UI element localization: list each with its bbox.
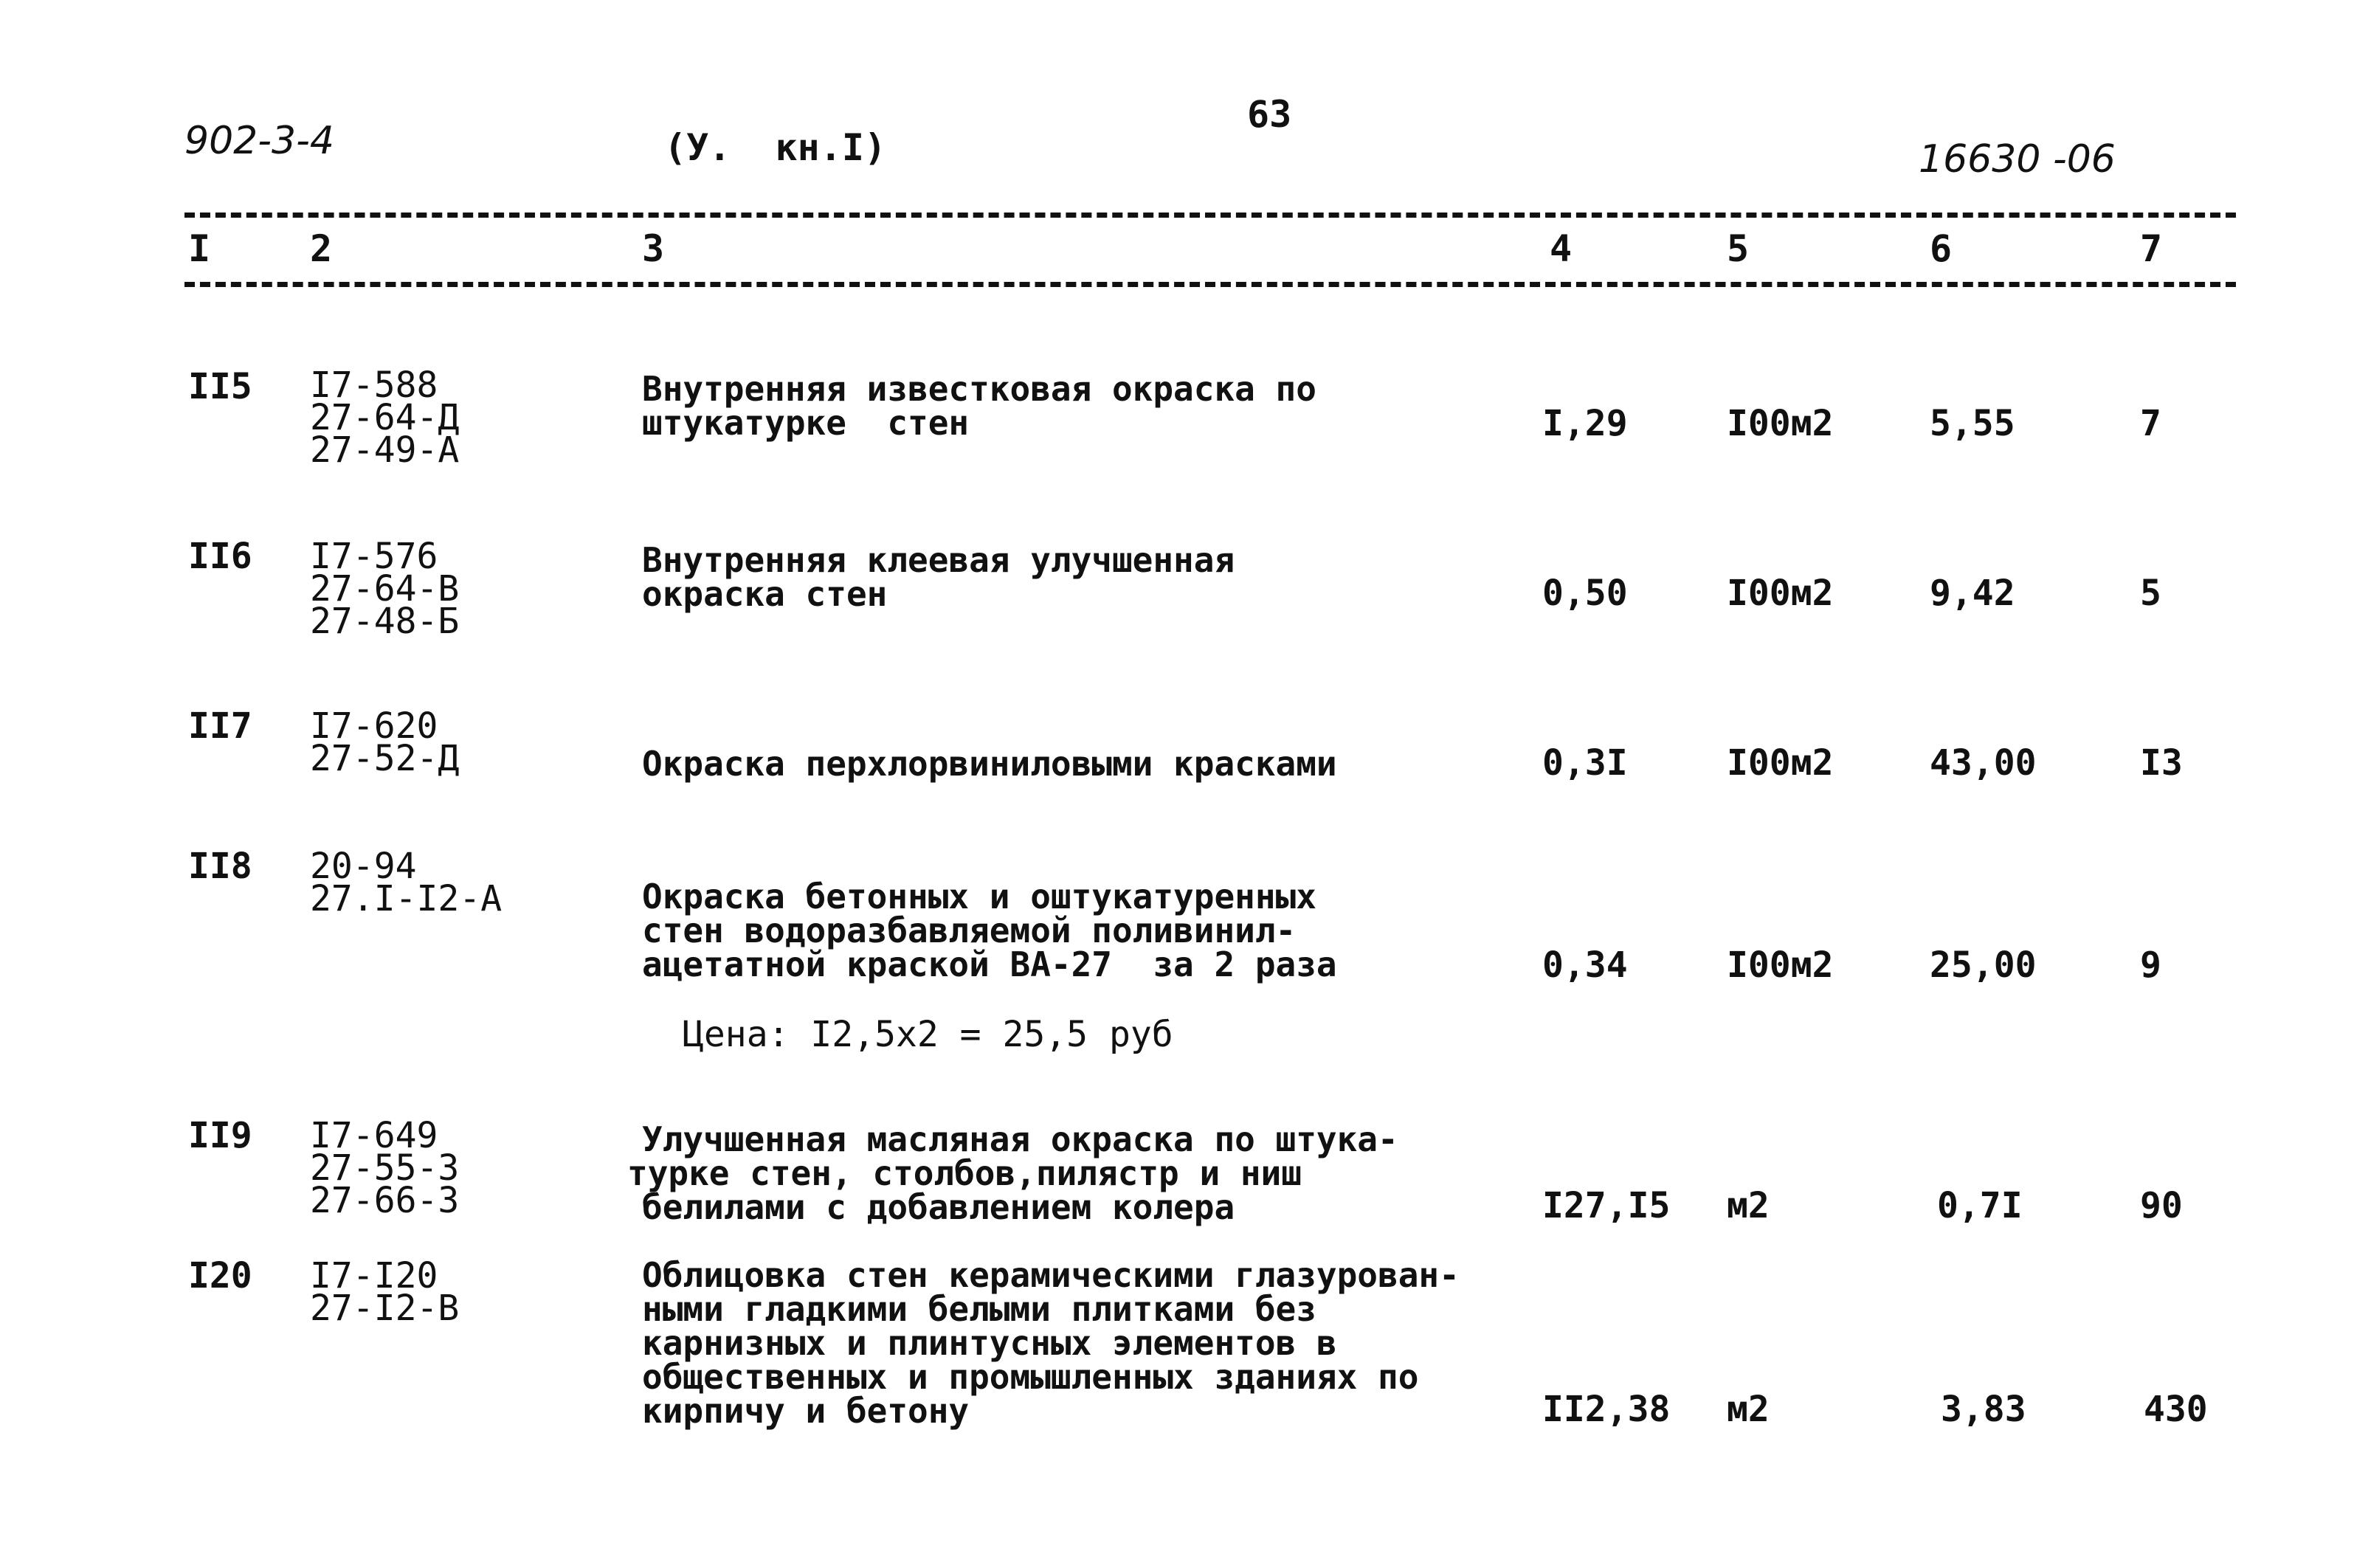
row-total: 430	[2144, 1389, 2208, 1430]
row-description-line: карнизных и плинтусных элементов в	[642, 1323, 1337, 1363]
row-unit-price: 43,00	[1930, 742, 2037, 784]
row-unit: I00м2	[1727, 573, 1834, 614]
row-code: 27.I-I2-А	[310, 878, 503, 919]
row-description-line: Окраска бетонных и оштукатуренных	[642, 877, 1316, 916]
row-code: I7-588	[310, 365, 438, 406]
row-total: 90	[2140, 1185, 2183, 1226]
row-quantity: 0,50	[1542, 573, 1628, 614]
row-quantity: II2,38	[1542, 1389, 1671, 1430]
header-top-rule	[184, 213, 2236, 218]
row-quantity: I,29	[1542, 403, 1628, 444]
row-quantity: I27,I5	[1542, 1185, 1671, 1226]
row-description-line: белилами с добавлением колера	[642, 1187, 1235, 1227]
price-note: Цена: I2,5x2 = 25,5 руб	[683, 1014, 1173, 1055]
row-code: I7-I20	[310, 1255, 438, 1296]
row-unit: I00м2	[1727, 944, 1834, 986]
row-number: II6	[188, 536, 252, 577]
row-unit-price: 25,00	[1930, 944, 2037, 986]
column-header-1: I	[188, 227, 211, 270]
row-number: II5	[188, 366, 252, 407]
column-header-5: 5	[1727, 227, 1750, 270]
row-description-line: штукатурке стен	[642, 403, 970, 443]
row-unit: I00м2	[1727, 403, 1834, 444]
row-code: 27-48-Б	[310, 601, 460, 642]
inventory-number: 16630 -06	[1919, 137, 2116, 182]
page-number: 63	[1247, 93, 1292, 136]
document-code: 902-3-4	[184, 119, 334, 163]
row-total: 9	[2140, 944, 2161, 986]
row-description-line: турке стен, столбов,пилястр и ниш	[627, 1153, 1302, 1193]
row-number: II9	[188, 1115, 252, 1156]
row-unit-price: 5,55	[1930, 403, 2015, 444]
row-unit: м2	[1727, 1185, 1770, 1226]
row-description-line: Улучшенная масляная окраска по штука-	[642, 1119, 1398, 1159]
row-code: 27-52-Д	[310, 738, 460, 779]
row-total: 7	[2140, 403, 2161, 444]
row-code: 27-55-3	[310, 1147, 460, 1189]
row-description-line: кирпичу и бетону	[642, 1391, 970, 1431]
row-unit-price: 0,7I	[1937, 1185, 2023, 1226]
row-unit-price: 9,42	[1930, 573, 2015, 614]
header-bottom-rule	[184, 282, 2236, 287]
row-description-line: окраска стен	[642, 574, 888, 614]
row-unit: I00м2	[1727, 742, 1834, 784]
row-code: 27-66-3	[310, 1180, 460, 1221]
row-description-line: Окраска перхлорвиниловыми красками	[642, 744, 1337, 784]
row-code: 27-I2-В	[310, 1288, 460, 1329]
row-description-line: стен водоразбавляемой поливинил-	[642, 911, 1297, 950]
row-unit-price: 3,83	[1941, 1389, 2026, 1430]
row-description-line: ацетатной краской ВА-27 за 2 раза	[642, 944, 1337, 984]
row-code: 27-64-Д	[310, 397, 460, 438]
row-quantity: 0,34	[1542, 944, 1628, 986]
row-unit: м2	[1727, 1389, 1770, 1430]
column-header-6: 6	[1930, 227, 1953, 270]
row-code: 27-49-А	[310, 429, 460, 471]
row-description-line: Облицовка стен керамическими глазурован-	[642, 1255, 1460, 1295]
row-total: I3	[2140, 742, 2183, 784]
row-code: I7-620	[310, 705, 438, 747]
column-header-2: 2	[310, 227, 333, 270]
row-total: 5	[2140, 573, 2161, 614]
row-number: II7	[188, 705, 252, 747]
row-number: II8	[188, 846, 252, 887]
row-description-line: ными гладкими белыми плитками без	[642, 1289, 1316, 1329]
row-description-line: Внутренняя известковая окраска по	[642, 369, 1316, 409]
row-quantity: 0,3I	[1542, 742, 1628, 784]
row-code: 20-94	[310, 846, 417, 887]
row-code: I7-649	[310, 1115, 438, 1156]
column-header-3: 3	[642, 227, 665, 270]
row-number: I20	[188, 1255, 252, 1296]
row-description-line: Внутренняя клеевая улучшенная	[642, 540, 1235, 580]
row-description-line: общественных и промышленных зданиях по	[642, 1357, 1419, 1397]
volume-label: (У. кн.I)	[664, 126, 887, 169]
column-header-4: 4	[1550, 227, 1573, 270]
row-code: 27-64-В	[310, 568, 460, 609]
column-header-7: 7	[2140, 227, 2163, 270]
row-code: I7-576	[310, 536, 438, 577]
